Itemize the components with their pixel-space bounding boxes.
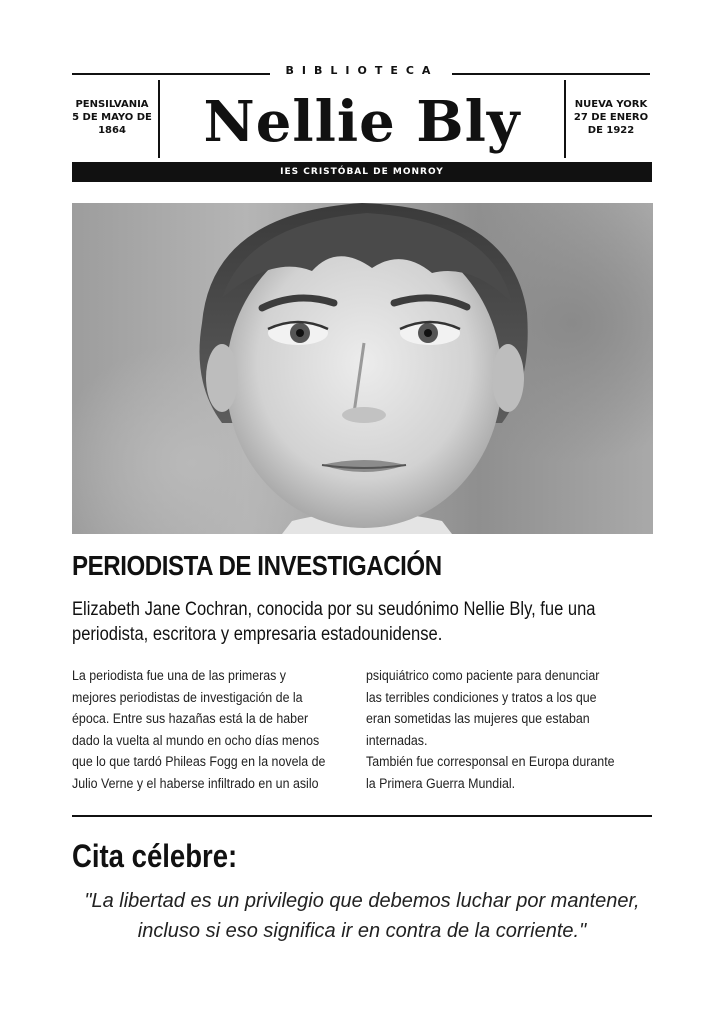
- death-date-line1: 27 DE ENERO: [573, 112, 649, 123]
- school-bar: IES CRISTÓBAL DE MONROY: [72, 162, 652, 182]
- divider-right: [564, 80, 566, 158]
- birth-date-line1: 5 DE MAYO DE: [72, 112, 152, 123]
- column-right-line: internadas.: [366, 732, 428, 748]
- quote-divider: [72, 815, 652, 817]
- column-right-line: las terribles condiciones y tratos a los que: [366, 689, 597, 705]
- top-rule-right: [452, 73, 650, 75]
- death-place: NUEVA YORK: [574, 99, 648, 110]
- column-right: [366, 665, 652, 794]
- birth-info: [72, 98, 152, 137]
- quote-line-1: "La libertad es un privilegio que debemos luchar por mantener,: [84, 890, 640, 912]
- top-rule-left: [72, 73, 270, 75]
- column-left-line: mejores periodistas de investigación de la: [72, 689, 303, 705]
- birth-date-line2: 1864: [98, 125, 126, 136]
- column-left: [72, 665, 354, 794]
- article-lead: Elizabeth Jane Cochran, conocida por su seudónimo Nellie Bly, fue una periodista, escritora y empresaria estadounidense.: [72, 599, 596, 645]
- column-right-line: psiquiátrico como paciente para denunciar: [366, 668, 600, 683]
- portrait-photo: [72, 203, 653, 534]
- death-info: [571, 98, 651, 137]
- article-headline: PERIODISTA DE INVESTIGACIÓN: [72, 550, 442, 581]
- column-left-line: época. Entre sus hazañas está la de haber: [72, 711, 309, 726]
- quote-title: Cita célebre:: [72, 838, 238, 874]
- portrait-illustration: [72, 203, 653, 534]
- death-date-line2: DE 1922: [587, 125, 635, 136]
- famous-quote: [60, 886, 664, 946]
- column-left-line: dado la vuelta al mundo en ocho días menos: [72, 732, 320, 748]
- masthead-title: Nellie Bly: [203, 89, 521, 155]
- column-right-line: También fue corresponsal en Europa durante: [366, 754, 615, 769]
- column-right-line: eran sometidas las mujeres que estaban: [366, 711, 590, 726]
- masthead-kicker: BIBLIOTECA: [285, 64, 439, 77]
- birth-place: PENSILVANIA: [75, 99, 149, 110]
- article-columns: [72, 665, 652, 794]
- column-left-line: Julio Verne y el haberse infiltrado en un asilo: [72, 775, 319, 791]
- column-left-line: que lo que tardó Phileas Fogg en la novela de: [72, 754, 326, 769]
- column-right-line: la Primera Guerra Mundial.: [366, 775, 516, 791]
- quote-line-2: incluso si eso significa ir en contra de la corriente.": [137, 920, 587, 942]
- column-left-line: La periodista fue una de las primeras y: [72, 668, 287, 683]
